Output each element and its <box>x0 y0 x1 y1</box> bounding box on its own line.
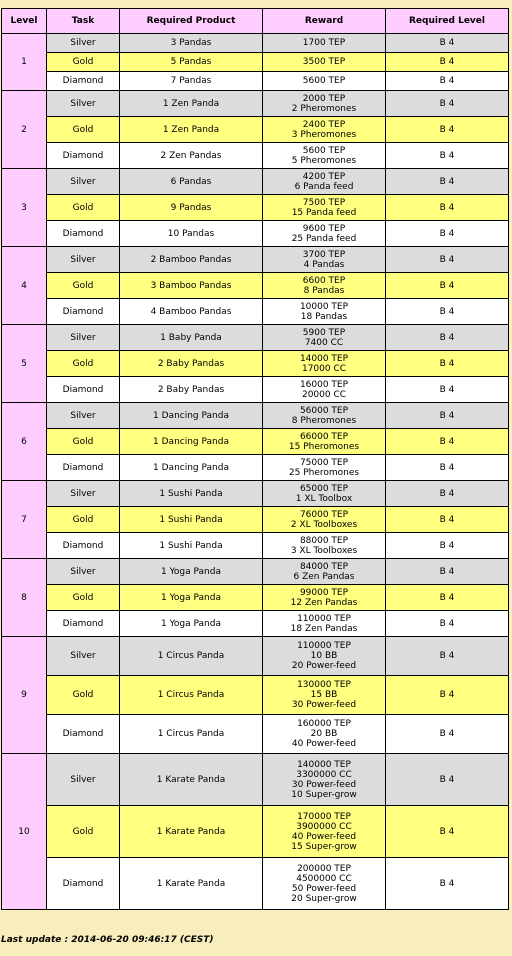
required-level-cell: B 4 <box>386 559 508 584</box>
reward-line: 20 Super-grow <box>291 893 357 904</box>
level-cell: 5 <box>2 325 46 402</box>
task-cell: Silver <box>47 91 119 116</box>
task-cell: Diamond <box>47 858 119 909</box>
product-cell: 2 Baby Pandas <box>120 351 262 376</box>
required-level-cell: B 4 <box>386 221 508 246</box>
reward-line: 3 Pheromones <box>291 129 357 140</box>
reward-line: 84000 TEP <box>299 561 349 572</box>
product-cell: 1 Circus Panda <box>120 715 262 753</box>
required-level-cell: B 4 <box>386 507 508 532</box>
reward-cell <box>263 195 385 220</box>
product-cell: 1 Sushi Panda <box>120 507 262 532</box>
product-cell: 1 Dancing Panda <box>120 455 262 480</box>
task-cell: Silver <box>47 403 119 428</box>
product-cell: 1 Yoga Panda <box>120 559 262 584</box>
required-level-cell: B 4 <box>386 91 508 116</box>
required-level-cell: B 4 <box>386 247 508 272</box>
reward-cell <box>263 377 385 402</box>
reward-cell <box>263 34 385 52</box>
required-level-cell: B 4 <box>386 351 508 376</box>
reward-line: 30 Power-feed <box>291 779 357 790</box>
reward-cell <box>263 676 385 714</box>
table-row <box>2 377 508 402</box>
reward-line: 16000 TEP <box>299 379 349 390</box>
reward-line: 76000 TEP <box>299 509 349 520</box>
table-row <box>2 221 508 246</box>
product-cell: 10 Pandas <box>120 221 262 246</box>
task-cell: Diamond <box>47 221 119 246</box>
reward-line: 40 Power-feed <box>291 739 357 749</box>
level-cell: 6 <box>2 403 46 480</box>
table-row <box>2 481 508 506</box>
table-row <box>2 429 508 454</box>
required-level-cell: B 4 <box>386 72 508 90</box>
product-cell: 1 Karate Panda <box>120 754 262 805</box>
reward-line: 140000 TEP <box>297 759 351 770</box>
reward-line: 30 Power-feed <box>291 700 357 710</box>
required-level-cell: B 4 <box>386 637 508 675</box>
reward-line: 18 Pandas <box>300 311 348 322</box>
reward-line: 1 XL Toolbox <box>295 493 353 504</box>
table-row <box>2 559 508 584</box>
product-cell: 1 Karate Panda <box>120 806 262 857</box>
reward-cell <box>263 143 385 168</box>
reward-line: 3900000 CC <box>296 821 352 832</box>
product-cell: 4 Bamboo Pandas <box>120 299 262 324</box>
reward-line: 7400 CC <box>304 337 344 348</box>
task-cell: Gold <box>47 806 119 857</box>
product-cell: 1 Zen Panda <box>120 117 262 142</box>
reward-cell <box>263 858 385 909</box>
table-row <box>2 117 508 142</box>
level-cell: 7 <box>2 481 46 558</box>
reward-cell <box>263 637 385 675</box>
reward-cell <box>263 403 385 428</box>
reward-line: 10000 TEP <box>299 301 349 312</box>
product-cell: 1 Karate Panda <box>120 858 262 909</box>
product-cell: 3 Pandas <box>120 34 262 52</box>
header-required-product: Required Product <box>120 9 262 33</box>
task-cell: Gold <box>47 117 119 142</box>
required-level-cell: B 4 <box>386 533 508 558</box>
product-cell: 2 Zen Pandas <box>120 143 262 168</box>
reward-line: 18 Zen Pandas <box>290 623 358 634</box>
header-row <box>2 9 508 33</box>
reward-line: 8 Pandas <box>303 285 345 296</box>
table-row <box>2 754 508 805</box>
table-row <box>2 403 508 428</box>
reward-line: 15 BB <box>310 690 338 700</box>
reward-line: 6 Panda feed <box>294 181 354 192</box>
level-cell: 2 <box>2 91 46 168</box>
reward-line: 170000 TEP <box>297 811 351 822</box>
reward-line: 4 Pandas <box>303 259 345 270</box>
table-row <box>2 715 508 753</box>
reward-cell <box>263 221 385 246</box>
reward-cell <box>263 481 385 506</box>
reward-line: 2400 TEP <box>302 119 346 130</box>
table-row <box>2 143 508 168</box>
reward-line: 25 Panda feed <box>291 233 357 244</box>
task-cell: Diamond <box>47 455 119 480</box>
task-cell: Silver <box>47 559 119 584</box>
task-cell: Silver <box>47 325 119 350</box>
reward-line: 40 Power-feed <box>291 831 357 842</box>
reward-cell <box>263 117 385 142</box>
level-cell: 1 <box>2 34 46 90</box>
reward-line: 12 Zen Pandas <box>290 597 358 608</box>
reward-line: 130000 TEP <box>297 680 351 690</box>
reward-line: 88000 TEP <box>299 535 349 546</box>
table-row <box>2 72 508 90</box>
required-level-cell: B 4 <box>386 169 508 194</box>
required-level-cell: B 4 <box>386 754 508 805</box>
task-cell: Gold <box>47 53 119 71</box>
header-level: Level <box>2 9 46 33</box>
reward-cell <box>263 585 385 610</box>
task-cell: Diamond <box>47 72 119 90</box>
product-cell: 1 Dancing Panda <box>120 429 262 454</box>
reward-cell <box>263 559 385 584</box>
required-level-cell: B 4 <box>386 195 508 220</box>
task-cell: Silver <box>47 34 119 52</box>
table-row <box>2 299 508 324</box>
reward-line: 17000 CC <box>301 363 347 374</box>
reward-line: 4200 TEP <box>302 171 346 182</box>
reward-line: 110000 TEP <box>297 641 351 651</box>
task-cell: Silver <box>47 637 119 675</box>
required-level-cell: B 4 <box>386 273 508 298</box>
reward-cell <box>263 299 385 324</box>
required-level-cell: B 4 <box>386 299 508 324</box>
reward-line: 75000 TEP <box>299 457 349 468</box>
reward-line: 1700 TEP <box>302 38 346 48</box>
required-level-cell: B 4 <box>386 429 508 454</box>
reward-line: 14000 TEP <box>299 353 349 364</box>
reward-cell <box>263 169 385 194</box>
required-level-cell: B 4 <box>386 858 508 909</box>
task-cell: Gold <box>47 273 119 298</box>
reward-cell <box>263 351 385 376</box>
reward-cell <box>263 533 385 558</box>
required-level-cell: B 4 <box>386 53 508 71</box>
table-row <box>2 91 508 116</box>
product-cell: 9 Pandas <box>120 195 262 220</box>
reward-line: 7500 TEP <box>302 197 346 208</box>
task-cell: Silver <box>47 754 119 805</box>
reward-line: 160000 TEP <box>297 719 351 729</box>
required-level-cell: B 4 <box>386 403 508 428</box>
reward-cell <box>263 325 385 350</box>
product-cell: 1 Baby Panda <box>120 325 262 350</box>
product-cell: 3 Bamboo Pandas <box>120 273 262 298</box>
reward-cell <box>263 806 385 857</box>
required-level-cell: B 4 <box>386 455 508 480</box>
product-cell: 5 Pandas <box>120 53 262 71</box>
level-cell: 9 <box>2 637 46 753</box>
reward-line: 50 Power-feed <box>291 883 357 894</box>
reward-line: 3700 TEP <box>302 249 346 260</box>
reward-cell <box>263 754 385 805</box>
required-level-cell: B 4 <box>386 715 508 753</box>
table-row <box>2 585 508 610</box>
table-row <box>2 806 508 857</box>
required-level-cell: B 4 <box>386 34 508 52</box>
product-cell: 2 Bamboo Pandas <box>120 247 262 272</box>
task-cell: Gold <box>47 429 119 454</box>
table-row <box>2 53 508 71</box>
table-row <box>2 325 508 350</box>
product-cell: 7 Pandas <box>120 72 262 90</box>
reward-line: 2 XL Toolboxes <box>290 519 358 530</box>
reward-line: 15 Panda feed <box>291 207 357 218</box>
product-cell: 2 Baby Pandas <box>120 377 262 402</box>
reward-line: 20 Power-feed <box>291 661 357 671</box>
table-row <box>2 858 508 909</box>
reward-line: 10 Super-grow <box>291 789 357 800</box>
reward-line: 20000 CC <box>301 389 347 400</box>
table-row <box>2 34 508 52</box>
product-cell: 1 Sushi Panda <box>120 533 262 558</box>
task-cell: Diamond <box>47 143 119 168</box>
table-row <box>2 195 508 220</box>
task-cell: Gold <box>47 195 119 220</box>
rewards-table <box>1 8 509 910</box>
task-cell: Diamond <box>47 299 119 324</box>
reward-line: 5 Pheromones <box>291 155 357 166</box>
reward-line: 66000 TEP <box>299 431 349 442</box>
product-cell: 1 Yoga Panda <box>120 611 262 636</box>
reward-line: 3 XL Toolboxes <box>290 545 358 556</box>
reward-line: 200000 TEP <box>297 863 351 874</box>
level-cell: 10 <box>2 754 46 909</box>
task-cell: Silver <box>47 169 119 194</box>
last-update: Last update : 2014-06-20 09:46:17 (CEST) <box>1 935 214 945</box>
table-row <box>2 676 508 714</box>
reward-line: 25 Pheromones <box>288 467 360 478</box>
required-level-cell: B 4 <box>386 585 508 610</box>
reward-cell <box>263 91 385 116</box>
reward-line: 56000 TEP <box>299 405 349 416</box>
level-cell: 8 <box>2 559 46 636</box>
reward-line: 2 Pheromones <box>291 103 357 114</box>
task-cell: Diamond <box>47 377 119 402</box>
reward-line: 3300000 CC <box>296 769 352 780</box>
reward-line: 8 Pheromones <box>291 415 357 426</box>
required-level-cell: B 4 <box>386 481 508 506</box>
reward-line: 6600 TEP <box>302 275 346 286</box>
required-level-cell: B 4 <box>386 377 508 402</box>
required-level-cell: B 4 <box>386 143 508 168</box>
table-body <box>2 34 508 909</box>
task-cell: Gold <box>47 676 119 714</box>
reward-line: 65000 TEP <box>299 483 349 494</box>
table-row <box>2 507 508 532</box>
product-cell: 1 Zen Panda <box>120 91 262 116</box>
reward-cell <box>263 247 385 272</box>
reward-cell <box>263 72 385 90</box>
header-task: Task <box>47 9 119 33</box>
reward-line: 5600 TEP <box>302 76 346 86</box>
table-row <box>2 273 508 298</box>
task-cell: Diamond <box>47 715 119 753</box>
task-cell: Silver <box>47 481 119 506</box>
task-cell: Diamond <box>47 611 119 636</box>
table-row <box>2 611 508 636</box>
reward-line: 4500000 CC <box>296 873 352 884</box>
product-cell: 6 Pandas <box>120 169 262 194</box>
reward-cell <box>263 611 385 636</box>
reward-line: 99000 TEP <box>299 587 349 598</box>
task-cell: Diamond <box>47 533 119 558</box>
table-row <box>2 247 508 272</box>
reward-line: 15 Pheromones <box>288 441 360 452</box>
task-cell: Silver <box>47 247 119 272</box>
table-row <box>2 533 508 558</box>
reward-cell <box>263 507 385 532</box>
reward-line: 2000 TEP <box>302 93 346 104</box>
required-level-cell: B 4 <box>386 611 508 636</box>
reward-line: 5900 TEP <box>302 327 346 338</box>
required-level-cell: B 4 <box>386 117 508 142</box>
reward-line: 20 BB <box>310 729 338 739</box>
product-cell: 1 Sushi Panda <box>120 481 262 506</box>
table-row <box>2 169 508 194</box>
reward-line: 6 Zen Pandas <box>293 571 355 582</box>
product-cell: 1 Dancing Panda <box>120 403 262 428</box>
table-row <box>2 637 508 675</box>
reward-line: 15 Super-grow <box>291 841 357 852</box>
reward-cell <box>263 429 385 454</box>
task-cell: Gold <box>47 507 119 532</box>
reward-cell <box>263 53 385 71</box>
required-level-cell: B 4 <box>386 325 508 350</box>
product-cell: 1 Yoga Panda <box>120 585 262 610</box>
level-cell: 4 <box>2 247 46 324</box>
reward-line: 10 BB <box>310 651 338 661</box>
reward-line: 5600 TEP <box>302 145 346 156</box>
reward-line: 9600 TEP <box>302 223 346 234</box>
reward-line: 110000 TEP <box>297 613 351 624</box>
level-cell: 3 <box>2 169 46 246</box>
required-level-cell: B 4 <box>386 806 508 857</box>
header-required-level: Required Level <box>386 9 508 33</box>
task-cell: Gold <box>47 351 119 376</box>
reward-cell <box>263 715 385 753</box>
product-cell: 1 Circus Panda <box>120 676 262 714</box>
table-row <box>2 351 508 376</box>
product-cell: 1 Circus Panda <box>120 637 262 675</box>
reward-cell <box>263 273 385 298</box>
task-cell: Gold <box>47 585 119 610</box>
table-row <box>2 455 508 480</box>
header-reward: Reward <box>263 9 385 33</box>
reward-line: 3500 TEP <box>302 57 346 67</box>
reward-cell <box>263 455 385 480</box>
required-level-cell: B 4 <box>386 676 508 714</box>
